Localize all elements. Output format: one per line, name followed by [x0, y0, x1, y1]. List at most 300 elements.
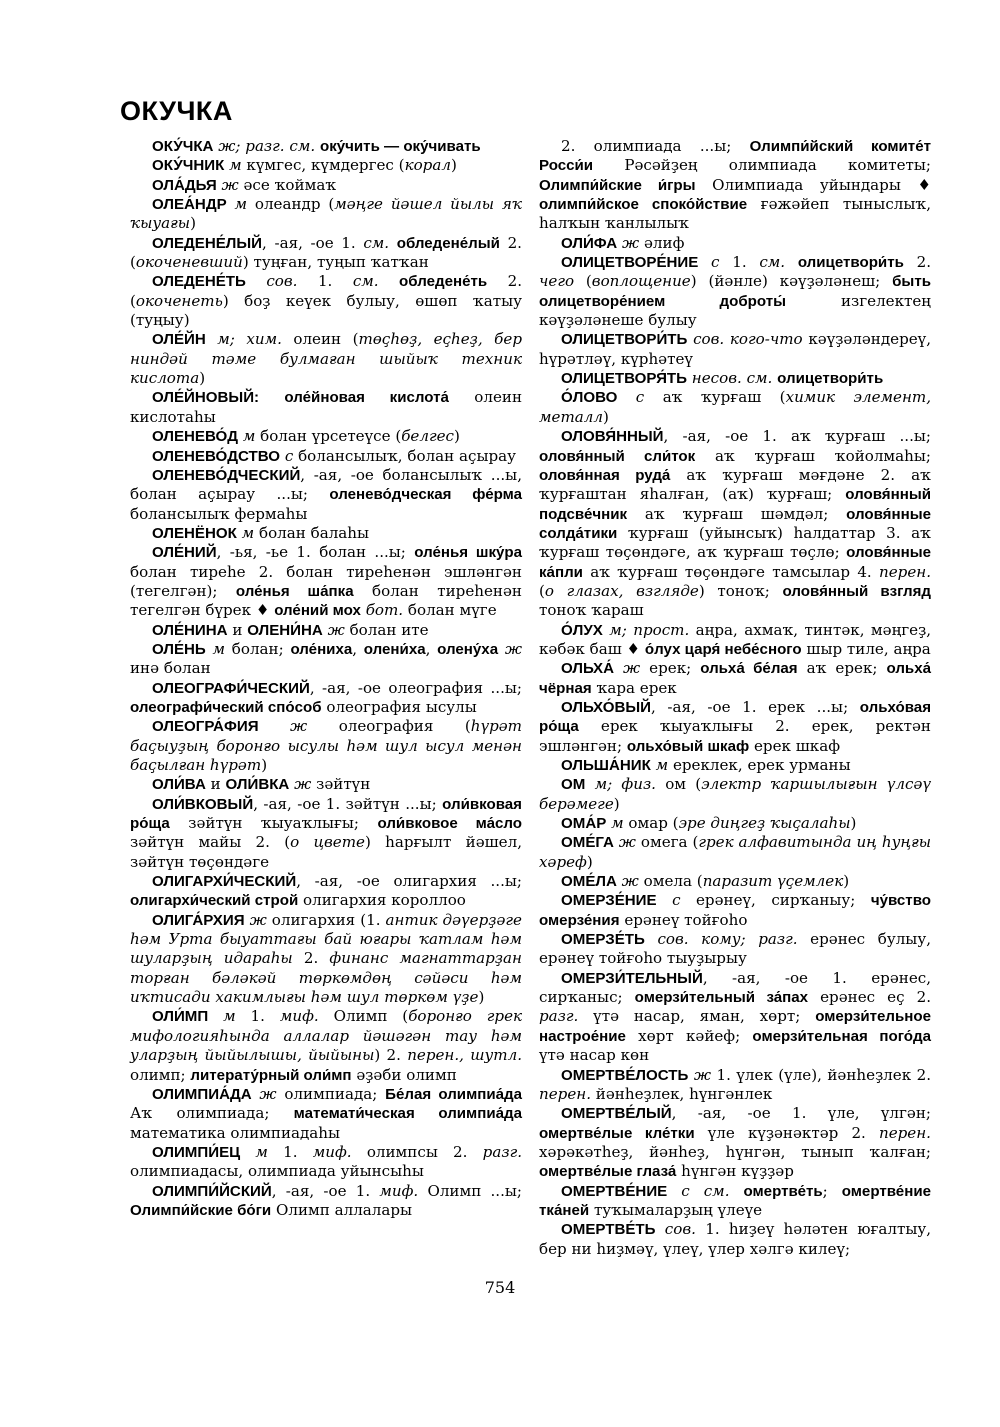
translation-text: , -ая, -ое 1. аҡ ҡурғаш ...ы; [663, 427, 931, 446]
phrase: ольха́ чёрная [539, 660, 931, 697]
dictionary-entry [539, 814, 931, 833]
translation-text: инә болан [130, 659, 211, 678]
translation-text: олимп; [130, 1065, 191, 1084]
grammar-label: бот. [360, 601, 404, 620]
phrase: обледене́лый [396, 234, 500, 252]
dictionary-entry [130, 795, 522, 872]
translation-text: болан ите [344, 620, 429, 639]
phrase: о́лух царя́ небе́сного [644, 640, 802, 658]
translation-text: ( [539, 581, 545, 600]
headword: О́ЛОВО [561, 389, 618, 407]
phrase: оли́вковое ма́сло [377, 815, 522, 833]
translation-text: , -ая, -ое 1. [271, 1181, 380, 1200]
translation-text: аҡ ҡурғаш шәмдәл; [627, 504, 847, 523]
translation-text: математика олимпиадаһы [130, 1123, 341, 1142]
dictionary-entry [539, 930, 931, 969]
translation-text: ) [613, 794, 620, 813]
grammar-label: разг. [482, 1142, 522, 1161]
translation-text: , -ая, -ое олеография ...ы; [309, 678, 522, 697]
grammar-label: миф. [279, 1007, 319, 1026]
headword: ОМЕРТВЕ́НИЕ [561, 1182, 668, 1200]
dictionary-entry [130, 1143, 522, 1182]
translation-text: ) [190, 214, 196, 233]
headword: ОЛИЦЕТВОРЕ́НИЕ [561, 254, 699, 272]
headword: ОЛЕОГРА́ФИЯ [152, 718, 259, 736]
translation-text: туҡымаларҙың үлеүе [589, 1200, 763, 1219]
phrase: оловя́нный подсве́чник [539, 486, 931, 523]
headword: ОЛЕНИ́НА [247, 621, 323, 639]
phrase: Бе́лая олимпиа́да [385, 1085, 522, 1103]
dictionary-entry [539, 427, 931, 620]
headword: ОЛЕ́НИНА [152, 621, 228, 639]
phrase: ольхо́вая ро́ща [539, 698, 931, 736]
translation-text: ) тоноҡ; [698, 581, 783, 600]
translation-text: , [352, 639, 364, 658]
grammar-label: ж [258, 717, 308, 736]
phrase: омертве́ние тка́ней [539, 1182, 931, 1219]
grammar-label: ж [289, 775, 312, 794]
translation-text: ) [843, 872, 850, 891]
translation-text: ерәнес еҫ 2. [808, 988, 932, 1007]
dictionary-entry [539, 756, 931, 775]
translation-text: болансылыҡ фермаһы [130, 504, 308, 523]
grammar-label: м [226, 195, 248, 214]
translation-text [259, 388, 284, 406]
headword: ОМЕ́ГА [561, 834, 614, 852]
translation-text: үтә насар, яман, хөрт; [578, 1007, 816, 1026]
translation-text: ) [478, 988, 485, 1007]
headword: ОМЕ́ЛА [561, 873, 617, 891]
translation-text: күмгес, күмдергес ( [241, 156, 405, 175]
dictionary-entry [539, 1104, 931, 1181]
translation-text: хәрәкәтһеҙ, йәнһеҙ, һүнгән, тынып ҡалған; [539, 1142, 931, 1161]
translation-text: Рәсәйҙең олимпиада комитеты; [593, 156, 931, 175]
phrase: олицетвори́ть [797, 254, 904, 272]
note-text: окоченевший [135, 253, 243, 272]
translation-text: шыр тиле, аңра [801, 639, 931, 658]
translation-text: омега ( [635, 833, 699, 852]
phrase: чу́вство омерзе́ния [539, 892, 931, 929]
translation-text: зәйтүн ҡыуаҡлығы; [169, 814, 378, 833]
headword: ОМЕРТВЕ́ТЬ [561, 1221, 656, 1239]
phrase: омертве́ть [743, 1182, 823, 1200]
dictionary-entry [130, 911, 522, 1008]
translation-text: олигархия (1. [266, 910, 386, 929]
translation-text: аҡ ҡурғаш мәғдәне 2. аҡ ҡурғаштан яһалған, (аҡ) ҡурғаш; [539, 465, 932, 504]
dictionary-entry [130, 156, 522, 175]
translation-text: олеин ( [281, 330, 359, 349]
translation-text: аҡ ҡурғаш төҫөндәге тамсылар 4. [582, 562, 879, 581]
translation-text: ( [574, 272, 592, 291]
dictionary-entry [130, 524, 522, 543]
grammar-label: м [208, 1007, 236, 1026]
translation-text: 1. һиҙеү һәләтен юғалтыу, бер ни һиҙмәү, үлеү, үлер хәлгә килеү; [539, 1220, 932, 1258]
phrase: оловя́нные солда́тики [539, 505, 931, 542]
dictionary-entry [130, 272, 522, 330]
dictionary-entry [130, 543, 522, 620]
translation-text: и [227, 620, 248, 639]
dictionary-entry [130, 195, 522, 234]
headword: ОЛА́ДЬЯ [152, 176, 217, 194]
grammar-label: с [617, 388, 645, 407]
translation-text: ) [450, 156, 457, 175]
dictionary-entry [130, 234, 522, 273]
dictionary-entry [130, 330, 522, 388]
translation-text: ) 2. [374, 1046, 408, 1065]
headword: ОЛИМПИА́ДА [152, 1085, 252, 1103]
headword: ОМЕРЗЕ́ТЬ [561, 931, 645, 949]
grammar-label: ж [614, 659, 641, 678]
grammar-label: ж [613, 833, 636, 852]
headword: ОЛИГАРХИ́ЧЕСКИЙ [152, 873, 297, 891]
dictionary-entry [130, 176, 522, 195]
translation-text: омар ( [623, 814, 679, 833]
translation-text: олимпсы 2. [351, 1142, 483, 1161]
dictionary-entry [539, 698, 931, 756]
translation-text: болан тиреһенән тегелгән бүрек ♦ [130, 581, 522, 620]
headword: ОЛЕ́ЙНОВЫЙ: [152, 389, 260, 407]
headword: ОМЕРТВЕ́ЛЫЙ [561, 1105, 672, 1123]
dictionary-entry [539, 659, 931, 698]
grammar-label: ж [251, 1084, 277, 1103]
grammar-label: разг. [539, 1007, 579, 1026]
translation-text: ереклек, ерек урманы [668, 756, 851, 774]
translation-text: Олимп ...ы; [418, 1181, 522, 1200]
headword: ОЛИГА́РХИЯ [152, 911, 245, 929]
phrase: Олимпи́йские бо́ги [130, 1201, 272, 1219]
dictionary-entry [539, 330, 931, 369]
dictionary-entry [539, 388, 931, 427]
translation-text: ерек шкаф [749, 736, 841, 755]
translation-text: и [205, 775, 226, 794]
phrase: олимпи́йское споко́йствие [539, 196, 748, 214]
dictionary-entry [539, 369, 931, 388]
dictionary-entry [130, 621, 522, 640]
grammar-label: перен., шутл. [407, 1046, 522, 1065]
note-text: эре диңгеҙ ҡыҫалаһы [678, 814, 851, 833]
phrase: оле́ний мох [274, 602, 361, 620]
phrase: олигархи́ческий строй [130, 892, 299, 910]
translation-text: ерәнеү тойғоһо [619, 910, 748, 929]
grammar-label: сов. кого-что [687, 330, 803, 349]
translation-text: зәйтүн [311, 775, 371, 794]
headword: ОЛЕОГРАФИ́ЧЕСКИЙ [152, 679, 310, 697]
grammar-label: ж [617, 233, 640, 252]
headword: ОЛЕА́НДР [152, 196, 227, 214]
translation-text: зәйтүн майы 2. ( [130, 833, 291, 852]
translation-text: олимпиада; [276, 1084, 386, 1103]
note-text: паразит үҫемлек [702, 872, 844, 891]
translation-text: 2. ( [130, 233, 522, 272]
grammar-label: м; прост. [602, 620, 690, 639]
translation-text: олеография ысулы [321, 697, 477, 716]
headword: ОЛИ́ВКОВЫЙ [152, 795, 254, 813]
note-text: электр ҡаршылығын үлсәү берәмеге [539, 775, 931, 813]
headword: ОЛИ́ВА [152, 776, 206, 794]
translation-text: , [425, 639, 438, 658]
phrase: оловя́нные ка́пли [539, 544, 931, 581]
translation-text: ерек; [640, 659, 701, 678]
translation-text: болан; [225, 639, 291, 658]
headword: ОМ [561, 776, 586, 794]
translation-text: ғәжәйеп тыныслыҡ, һалҡын ҡанлылыҡ [539, 195, 931, 233]
translation-text: , -ая, -ое 1. [262, 233, 364, 252]
phrase: омертве́лые глаза́ [539, 1163, 677, 1181]
grammar-label: м [606, 814, 624, 833]
note-text: һүрәт баҫыуҙың боронғо ысулы һәм шул ысул менән баҫылған һүрәт [130, 717, 522, 774]
translation-text: үле күҙәнәктәр 2. [694, 1123, 879, 1142]
translation-text: хөрт кәйеф; [625, 1026, 753, 1045]
phrase: Олимпи́йские и́гры [539, 176, 696, 194]
dictionary-entry [539, 872, 931, 891]
headword: ОЛИМПИ́ЙСКИЙ [152, 1182, 272, 1200]
grammar-label: м [224, 156, 242, 175]
grammar-label: с [656, 891, 681, 910]
headword: ОМА́Р [561, 815, 607, 833]
phrase: оле́нья ша́пка [235, 582, 354, 600]
grammar-label: миф. [312, 1142, 352, 1161]
translation-text: , -ая, -ое 1. үле, үлгән; [671, 1104, 931, 1123]
grammar-label: с [698, 253, 720, 272]
translation-text: ҡара ерек [591, 678, 677, 697]
translation-text: ) [602, 407, 609, 426]
translation-text: 1. үлек (үле), йәнһеҙлек 2. [711, 1065, 931, 1084]
phrase: быть олицетворе́нием доброты́ [539, 273, 931, 310]
translation-text: Олимп аллалары [271, 1200, 413, 1219]
translation-text: ) [199, 369, 206, 388]
note-text: чего [539, 272, 575, 291]
translation-text: һүнгән күҙҙәр [676, 1162, 794, 1181]
running-header: ОКУЧКА [120, 96, 233, 126]
translation-text: ҡурғаш (уйынсыҡ) һалдаттар 3. аҡ ҡурғаш төҫөндәге, аҡ ҡурғаш төҫлө; [539, 523, 931, 562]
grammar-label: см. [352, 272, 400, 291]
grammar-label: ж [688, 1065, 711, 1084]
translation-text: ) һарғылт йәшел, зәйтүн төҫөндәге [130, 833, 522, 871]
headword: ОЛЬХО́ВЫЙ [561, 698, 651, 716]
translation-text: ерәнеү, сирҡаныу; [680, 891, 871, 910]
grammar-label: ж [498, 639, 522, 658]
phrase: оли́вковая ро́ща [130, 795, 522, 833]
translation-text: болан балаһы [254, 523, 370, 542]
translation-text: , -ая, -ое 1. ерәнес, сирҡаныс; [539, 968, 931, 1007]
phrase: оле́ниха [290, 640, 353, 658]
translation-text: Олимпиада уйындары ♦ [695, 175, 931, 194]
dictionary-entry [539, 621, 931, 660]
phrase: ольхо́вый шкаф [626, 737, 750, 755]
translation-text: олеандр ( [247, 195, 335, 214]
translation-text: ом ( [655, 775, 702, 794]
translation-text: аҡ ерек; [797, 659, 887, 678]
translation-text: кәүҙәләндереү, һүрәтләү, күрһәтеү [539, 330, 931, 368]
headword: ОЛИ́МП [152, 1008, 209, 1026]
grammar-label: с [280, 446, 294, 465]
translation-text: болан мүге [403, 601, 497, 620]
grammar-label: сов. кому; разг. [644, 930, 798, 949]
headword: ОЛЬХА́ [561, 660, 615, 678]
dictionary-entry [130, 1007, 522, 1084]
grammar-label: м [650, 756, 669, 774]
headword: ОЛИМПИ́ЕЦ [152, 1143, 241, 1161]
translation-text: болан тиреһе 2. болан тиреһенән эшләнгән (тегелгән); [130, 562, 522, 600]
headword: ОКУ́ЧКА [152, 138, 214, 155]
headword: ОМЕРЗИ́ТЕЛЬНЫЙ [561, 969, 703, 987]
headword: ОЛЬША́НИК [561, 757, 651, 774]
dictionary-entry [539, 253, 931, 330]
phrase: омерзи́тельный за́пах [634, 989, 809, 1007]
dictionary-entry [130, 137, 522, 156]
dictionary-entry [539, 891, 931, 930]
translation-text: ) [261, 756, 268, 774]
page-number: 754 [484, 1278, 516, 1297]
phrase: омертве́лые кле́тки [539, 1124, 695, 1142]
phrase: олеографи́ческий спо́соб [130, 698, 322, 716]
translation-text: ) [586, 852, 593, 871]
phrase: оловя́нный взгляд [782, 582, 931, 600]
grammar-label: ж; разг. см. [213, 137, 320, 155]
translation-text: әҙәби олимп [351, 1065, 457, 1084]
grammar-label: ж [616, 872, 639, 891]
headword: ОЛОВЯ́ННЫЙ [561, 428, 664, 446]
headword: ОЛИ́ВКА [225, 776, 290, 794]
grammar-label: м; физ. [585, 775, 656, 794]
translation-text: олеин кислотаһы [130, 388, 522, 426]
phrase: олицетвори́ть [777, 370, 884, 388]
translation-text: , -ая, -ое олигархия ...ы; [296, 872, 522, 891]
left-column [130, 137, 522, 1220]
phrase: математи́ческая олимпиа́да [293, 1105, 522, 1123]
phrase: ольха́ бе́лая [700, 660, 798, 678]
dictionary-entry [130, 447, 522, 466]
translation-text: Аҡ олимпиада; [130, 1104, 294, 1123]
translation-text: әлиф [639, 233, 685, 252]
phrase: Олимпи́йский комите́т Росси́и [539, 138, 931, 175]
grammar-label: м; хим. [205, 330, 282, 349]
translation-text: 1. [297, 272, 353, 291]
translation-text: ) (йәнле) кәүҙәләнеш; [690, 272, 893, 291]
headword: ОЛИЦЕТВОРИ́ТЬ [561, 331, 688, 349]
grammar-label: ж [244, 910, 267, 929]
dictionary-entry [130, 1085, 522, 1143]
dictionary-entry [539, 1066, 931, 1105]
translation-text: 2. олимпиада ...ы; [561, 137, 750, 155]
translation-text: аҡ ҡурғаш ( [644, 388, 786, 407]
translation-text: ) туңған, туңып ҡатҡан [242, 253, 429, 272]
grammar-label: м [236, 523, 255, 542]
translation-text: йәнһеҙлек, һүнгәнлек [591, 1084, 773, 1103]
dictionary-entry [130, 466, 522, 524]
headword: ОЛЕДЕНЕ́ТЬ [152, 273, 246, 291]
grammar-label: сов. [245, 272, 298, 291]
dictionary-entry [130, 427, 522, 446]
note-text: воплощение [591, 272, 691, 291]
dictionary-entry [539, 833, 931, 872]
note-text: мәңге йәшел йылы яҡ ҡыуағы [130, 195, 523, 233]
translation-text: олеография ( [307, 717, 471, 736]
note-text: финанс магнаттарҙан торған бәләкәй төркөмдөң сәйәси һәм иҡтисади хакимлығы һәм шул төркөм үҙе [130, 949, 522, 1007]
grammar-label: перен. [879, 562, 931, 581]
note-text: химик элемент, металл [539, 388, 931, 426]
phrase: оле́нья шку́ра [414, 544, 523, 562]
translation-text: 1. [719, 253, 760, 272]
phrase: олену́ха [437, 640, 499, 658]
translation-text: 2. ( [130, 272, 523, 310]
grammar-label: ж [322, 620, 345, 639]
grammar-label: миф. [379, 1181, 419, 1200]
translation-text: үтә насар көн [539, 1046, 650, 1065]
translation-text: ерек ҡыуаҡлығы 2. ерек, ректән эшләнгән; [539, 717, 931, 755]
phrase: оле́йновая кислота́ [284, 389, 449, 407]
translation-text: ) [453, 427, 460, 446]
translation-text: олимпиадасы, олимпиада уйынсыһы [130, 1162, 424, 1181]
grammar-label: с см. [667, 1181, 744, 1200]
translation-text: олигархия короллоо [298, 891, 466, 910]
translation-text: омела ( [638, 872, 703, 891]
grammar-label: см. [363, 233, 397, 252]
note-text: корал [404, 156, 451, 175]
translation-text: тоноҡ ҡараш [539, 601, 644, 620]
grammar-label: см. [759, 253, 798, 272]
translation-text: 2. [292, 949, 330, 968]
headword: ОЛЕНЕВО́ДЧЕСКИЙ [152, 466, 301, 484]
headword: ОКУ́ЧНИК [152, 157, 225, 175]
translation-text: әсе ҡоймаҡ [238, 175, 337, 194]
translation-text: 2. [903, 253, 931, 272]
note-text: төҫһөҙ, еҫһеҙ, бер ниндәй тәме булмаған шыйыҡ техник кислота [130, 330, 522, 388]
headword: ОЛЕДЕНЕ́ЛЫЙ [152, 234, 263, 252]
translation-text: изгелектең кәүҙәләнеше булыу [539, 291, 931, 330]
grammar-label: м [205, 639, 226, 658]
grammar-label: перен. [878, 1123, 931, 1142]
note-text: боронғо грек мифологияһында аллалар йәшәгән тау һәм уларҙың йыйылышы, йыйыны [130, 1007, 523, 1065]
translation-text: , -ая, -ое болансылыҡ ...ы, болан аҫырау ...ы; [130, 465, 522, 504]
translation-text: аңра, ахмаҡ, тинтәк, мәңгеҙ, кәбәк баш ♦ [539, 620, 931, 658]
phrase: олени́ха [363, 640, 426, 658]
translation-text: ) [850, 814, 857, 833]
translation-text: ) боҙ кеүек булыу, өшөп ҡатыу (туңыу) [130, 291, 522, 330]
dictionary-entry [539, 234, 931, 253]
headword: ОЛЕНЕВО́Д [152, 428, 239, 446]
note-text: грек алфавитында иң һуңғы хәреф [539, 833, 931, 871]
note-text: о глазах, взгляде [544, 581, 699, 600]
dictionary-entry [130, 1182, 522, 1221]
headword: ОЛЕНЁНОК [152, 524, 237, 542]
note-text: антик дәүерҙәге һәм Урта быуаттағы бай юғары ҡатлам һәм шуларҙың идараһы [130, 910, 522, 968]
grammar-label: перен. [539, 1084, 591, 1103]
headword: ОМЕРТВЕ́ЛОСТЬ [561, 1066, 689, 1084]
note-text: белгес [401, 427, 454, 446]
headword: ОЛЕ́НИЙ [152, 544, 217, 562]
headword: О́ЛУХ [561, 621, 603, 639]
dictionary-entry [539, 775, 931, 814]
dictionary-entry [539, 1182, 931, 1221]
translation-text: ; [822, 1181, 842, 1200]
translation-text: , -ая, -ое 1. ерек ...ы; [650, 697, 860, 716]
dictionary-entry [130, 679, 522, 718]
headword: ОЛИЦЕТВОРЯ́ТЬ [561, 370, 687, 388]
headword: ОЛИ́ФА [561, 234, 618, 252]
headword: ОЛЕНЕВО́ДСТВО [152, 447, 281, 465]
translation-text: , -ая, -ое 1. зәйтүн ...ы; [253, 794, 443, 813]
note-text: окоченеть [135, 291, 223, 310]
phrase: оловя́нная руда́ [539, 466, 671, 484]
grammar-label: м [238, 427, 256, 446]
headword: ОЛЕ́НЬ [152, 640, 206, 658]
phrase: омерзи́тельная пого́да [752, 1027, 931, 1045]
dictionary-entry [130, 717, 522, 775]
dictionary-entry [130, 640, 522, 679]
translation-text: ерәнес булыу, ерәнеү тойғоһо тыуҙырыу [539, 930, 931, 968]
dictionary-entry [539, 137, 931, 234]
